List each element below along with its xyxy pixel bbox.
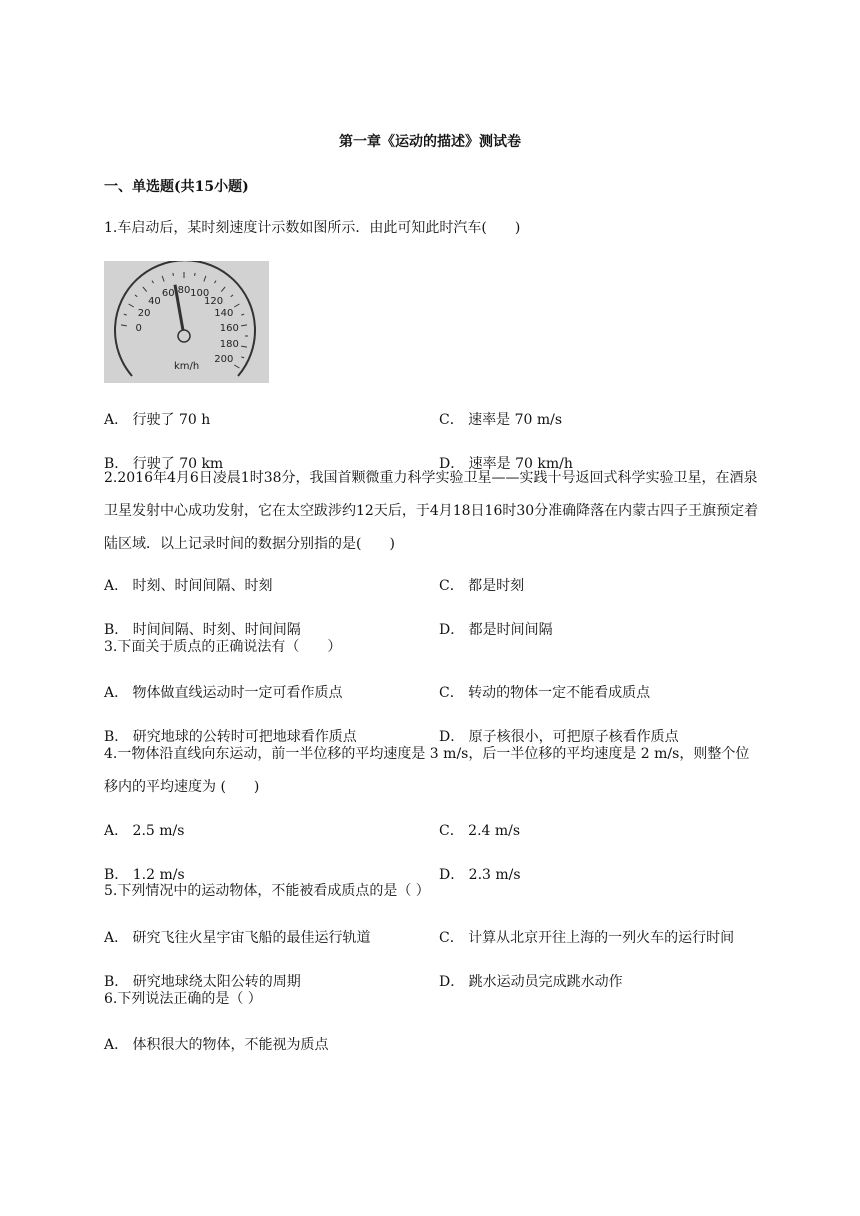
speedometer-tick	[121, 325, 127, 326]
speedometer-tick	[241, 325, 247, 326]
q5-option-c: C． 计算从北京开往上海的一列火车的运行时间	[439, 930, 735, 946]
speedometer-tick	[195, 273, 196, 276]
speedometer-tick-label: 180	[219, 338, 239, 350]
q3-option-d: D． 原子核很小，可把原子核看作质点	[439, 729, 679, 745]
question-1-stem: 1.车启动后，某时刻速度计示数如图所示．由此可知此时汽车( )	[104, 220, 521, 236]
q1-option-a: A． 行驶了 70 h	[104, 412, 211, 428]
speedometer-figure	[104, 261, 269, 383]
question-3-stem: 3.下面关于质点的正确说法有（ ）	[104, 639, 342, 655]
speedometer-tick	[241, 357, 244, 358]
q2-option-a: A． 时刻、时间间隔、时刻	[104, 578, 273, 594]
speedometer-hub	[178, 330, 190, 342]
speedometer-tick-label: 40	[148, 295, 161, 307]
speedometer-tick	[215, 281, 217, 284]
speedometer-unit: km/h	[174, 361, 200, 372]
speedometer-tick	[124, 314, 127, 315]
speedometer-dial-arc	[115, 261, 255, 376]
speedometer-tick	[135, 295, 137, 297]
q5-option-d: D． 跳水运动员完成跳水动作	[439, 974, 623, 990]
speedometer-tick	[152, 281, 154, 284]
speedometer-tick	[204, 276, 206, 282]
speedometer-tick	[143, 287, 147, 292]
question-2-stem: 2.2016年4月6日凌晨1时38分，我国首颗微重力科学实验卫星——实践十号返回式科学实验卫星，在酒泉卫星发射中心成功发射，它在太空跋涉约12天后，于4月18日16时30分准确降落在内蒙古四子王旗预定着陆区域．以上记录时间的数据分别指的是( )	[104, 470, 759, 552]
speedometer-tick-label: 200	[214, 354, 234, 365]
speedometer-tick-label: 60	[161, 287, 175, 299]
q3-option-b: B． 研究地球的公转时可把地球看作质点	[104, 729, 357, 745]
q5-option-b: B． 研究地球绕太阳公转的周期	[104, 974, 301, 990]
q4-option-c: C． 2.4 m/s	[439, 823, 521, 839]
q1-option-d: D． 速率是 70 km/h	[439, 456, 573, 472]
q1-option-b: B． 行驶了 70 km	[104, 456, 224, 472]
q3-option-a: A． 物体做直线运动时一定可看作质点	[104, 685, 343, 701]
speedometer-tick-label: 0	[135, 323, 142, 335]
page-title: 第一章《运动的描述》测试卷	[339, 134, 521, 150]
speedometer-tick-label: 100	[190, 287, 210, 299]
question-5-stem: 5.下列情况中的运动物体，不能被看成质点的是（ ）	[104, 883, 430, 899]
q2-option-c: C． 都是时刻	[439, 578, 525, 594]
q1-option-c: C． 速率是 70 m/s	[439, 412, 563, 428]
q3-option-c: C． 转动的物体一定不能看成质点	[439, 685, 651, 701]
speedometer-tick-label: 120	[204, 295, 224, 307]
q4-option-a: A． 2.5 m/s	[104, 823, 185, 839]
section-heading: 一、单选题(共15小题)	[104, 179, 249, 195]
speedometer-tick-label: 20	[137, 308, 151, 319]
q4-option-d: D． 2.3 m/s	[439, 867, 521, 883]
speedometer-tick	[241, 346, 247, 347]
speedometer-tick	[221, 287, 225, 292]
speedometer-tick	[173, 273, 174, 276]
q2-option-d: D． 都是时间间隔	[439, 622, 553, 638]
q6-option-a: A． 体积很大的物体，不能视为质点	[104, 1037, 329, 1053]
speedometer-tick	[162, 276, 164, 282]
speedometer-tick	[234, 304, 239, 307]
q2-option-b: B． 时间间隔、时刻、时间间隔	[104, 622, 301, 638]
question-4-stem: 4.一物体沿直线向东运动，前一半位移的平均速度是 3 m/s，后一半位移的平均速度是 2 m/s，则整个位移内的平均速度为 ( )	[104, 746, 750, 795]
speedometer-tick-label: 80	[177, 285, 191, 296]
speedometer-tick-label: 140	[214, 308, 234, 319]
q5-option-a: A． 研究飞往火星宇宙飞船的最佳运行轨道	[104, 930, 371, 946]
speedometer-tick	[241, 314, 244, 315]
speedometer-tick	[231, 295, 233, 297]
speedometer-tick	[129, 304, 134, 307]
q4-option-b: B． 1.2 m/s	[104, 867, 185, 883]
question-6-stem: 6.下列说法正确的是（ ）	[104, 991, 262, 1007]
speedometer-tick	[234, 365, 239, 368]
speedometer-tick-label: 160	[219, 323, 239, 335]
